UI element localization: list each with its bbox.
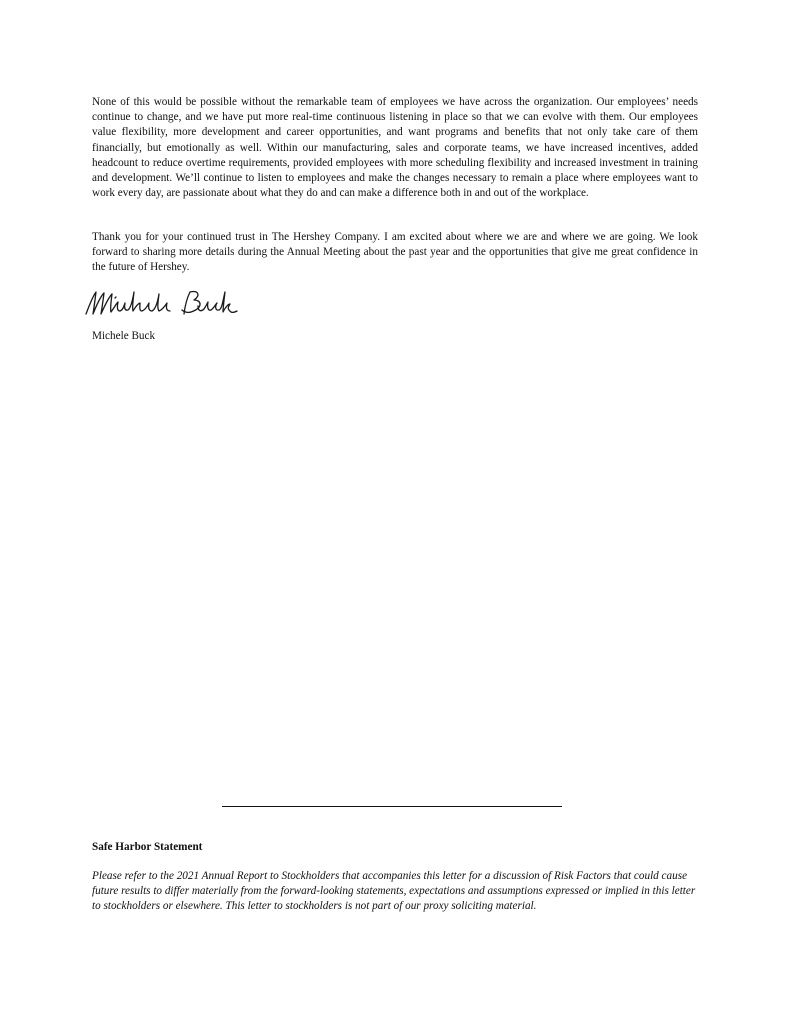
safe-harbor-title: Safe Harbor Statement bbox=[92, 841, 203, 853]
letter-paragraph-employees: None of this would be possible without the remarkable team of employees we have across the organization. Our employees’ needs continue to change, and we have put more real-time continuous listening in place so that we can evolve with them. Our employees value flexibility, more development and career opportunities, and want programs and benefits that not only take care of them financially, but emotionally as well. Within our manufacturing, sales and corporate teams, we have increased incentives, added headcount to reduce overtime requirements, provided employees with more scheduling flexibility and increased investment in training and development. We’ll continue to listen to employees and make the changes necessary to remain a place where employees want to work every day, are passionate about what they do and can make a difference both in and out of the workplace. bbox=[92, 96, 698, 200]
handwritten-signature bbox=[80, 284, 240, 328]
safe-harbor-text: Please refer to the 2021 Annual Report to Stockholders that accompanies this letter for a discussion of Risk Factors that could cause future results to differ materially from the forward-looking statements, expectations and assumptions expressed or implied in this letter to stockholders or elsewhere. This letter to stockholders is not part of our proxy soliciting material. bbox=[92, 870, 696, 913]
footnote-divider bbox=[222, 806, 562, 807]
signer-name: Michele Buck bbox=[92, 330, 156, 342]
letter-paragraph-thank-you: Thank you for your continued trust in The Hershey Company. I am excited about where we are and where we are going. We look forward to sharing more details during the Annual Meeting about the past year and the opportunities that give me great confidence in the future of Hershey. bbox=[92, 231, 698, 274]
